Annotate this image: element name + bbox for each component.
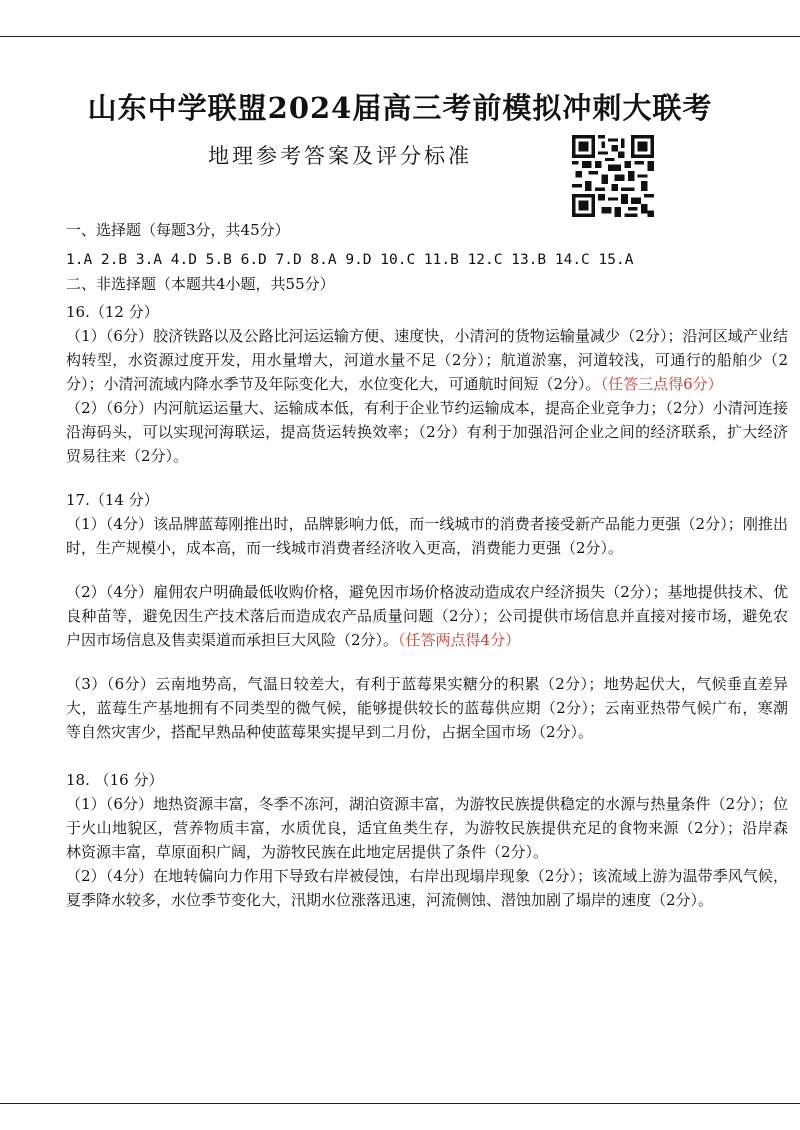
q17-heading: 17.（14 分）	[66, 491, 159, 509]
q17-part2-note: （任答两点得4分）	[398, 631, 521, 649]
q18-heading: 18. （16 分）	[66, 771, 164, 789]
page-subtitle: 地理参考答案及评分标准	[208, 144, 472, 168]
top-rule	[0, 36, 800, 37]
q16-part1-text: （1）（6分）胶济铁路以及公路比河运运输方便、速度快，小清河的货物运输量减少（2分）；沿河区域产业结构转型，水资源过度开发，用水量增大，河道水量不足（2分）；航道淤塞，河道较浅，可通行的船舶少（2分）；小清河流域内降水季节及年际变化大，水位变化大，可通航时间短（2分）。	[66, 327, 788, 393]
q16-heading: 16.（12 分）	[66, 303, 159, 321]
q18-part2: （2）（4分）在地转偏向力作用下导致右岸被侵蚀，右岸出现塌岸现象（2分）；该流域上游为温带季风气候，夏季降水较多，水位季节变化大，汛期水位涨落迅速，河流侧蚀、潜蚀加剧了塌岸的速度（2分）。	[66, 867, 788, 909]
q16-part1	[66, 324, 788, 396]
q17-part1: （1）（4分）该品牌蓝莓刚推出时，品牌影响力低，而一线城市的消费者接受新产品能力更强（2分）；刚推出时，生产规模小，成本高，而一线城市消费者经济收入更高，消费能力更强（2分）。	[66, 515, 788, 557]
bottom-rule	[0, 1103, 800, 1104]
page-title: 山东中学联盟2024届高三考前模拟冲刺大联考	[87, 91, 713, 125]
q17-part2-text: （2）（4分）雇佣农户明确最低收购价格，避免因市场价格波动造成农户经济损失（2分）；基地提供技术、优良种苗等，避免因生产技术落后而造成农产品质量问题（2分）；公司提供市场信息并直接对接市场，避免农户因市场信息及售卖渠道而承担巨大风险（2分）。	[66, 583, 788, 649]
section1-heading: 一、选择题（每题3分，共45分）	[66, 221, 290, 239]
q16-part2: （2）（6分）内河航运运量大、运输成本低，有利于企业节约运输成本，提高企业竞争力；（2分）小清河连接沿海码头，可以实现河海联运，提高货运转换效率；（2分）有利于加强沿河企业之间的经济联系，扩大经济贸易往来（2分）。	[66, 399, 788, 465]
section2-heading: 二、非选择题（本题共4小题，共55分）	[66, 275, 335, 293]
q16-part1-note: （任答三点得6分）	[600, 375, 723, 393]
q17-part3: （3）（6分）云南地势高，气温日较差大，有利于蓝莓果实糖分的积累（2分）；地势起伏大，气候垂直差异大，蓝莓生产基地拥有不同类型的微气候，能够提供较长的蓝莓供应期（2分）；云南亚热带气候广布，寒潮等自然灾害少，搭配早熟品种使蓝莓果实提早到二月份，占据全国市场（2分）。	[66, 675, 788, 741]
answer-content	[66, 218, 788, 912]
multiple-choice-answers: 1.A 2.B 3.A 4.D 5.B 6.D 7.D 8.A 9.D 10.C 11.B 12.C 13.B 14.C 15.A	[66, 252, 634, 268]
q17-part2	[66, 580, 788, 652]
q18-part1: （1）（6分）地热资源丰富，冬季不冻河，湖泊资源丰富，为游牧民族提供稳定的水源与热量条件（2分）；位于火山地貌区，营养物质丰富，水质优良，适宜鱼类生存，为游牧民族提供充足的食物来源（2分）；沿岸森林资源丰富，草原面积广阔，为游牧民族在此地定居提供了条件（2分）。	[66, 795, 788, 861]
qr-code-icon	[572, 135, 654, 217]
